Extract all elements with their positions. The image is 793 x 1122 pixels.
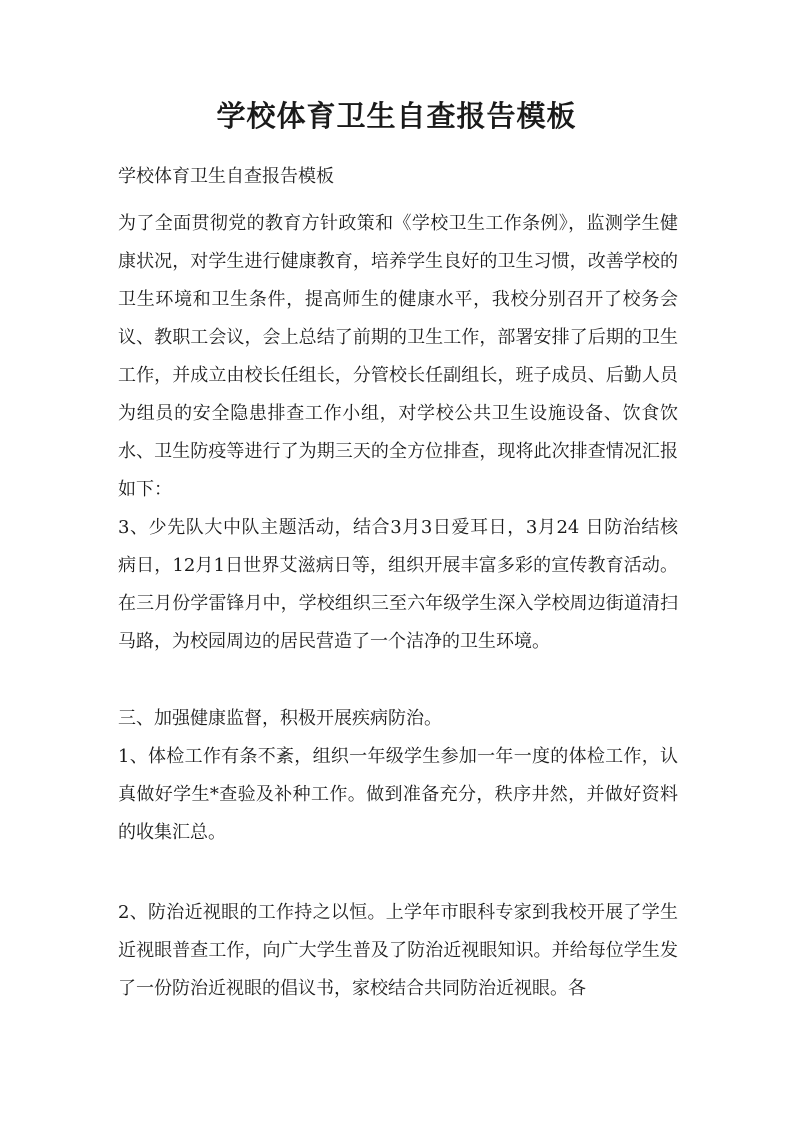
intro-paragraph: 为了全面贯彻党的教育方针政策和《学校卫生工作条例》，监测学生健康状况，对学生进行健康教育，培养学生良好的卫生习惯，改善学校的卫生环境和卫生条件，提高师生的健康水平，我校分别召开了校务会议、教职工会议，会上总结了前期的卫生工作，部署安排了后期的卫生工作，并成立由校长任组长，分管校长任副组长，班子成员、后勤人员为组员的安全隐患排查工作小组，对学校公共卫生设施设备、饮食饮水、卫生防疫等进行了为期三天的全方位排查，现将此次排查情况汇报如下： <box>118 213 678 500</box>
activity-paragraph: 3、少先队大中队主题活动，结合3月3日爱耳日，3月24 日防治结核病日，12月1日世界艾滋病日等，组织开展丰富多彩的宣传教育活动。在三月份学雷锋月中，学校组织三至六年级学生深入学校周边街道清扫马路，为校园周边的居民营造了一个洁净的卫生环境。 <box>118 517 678 652</box>
section-heading: 三、加强健康监督，积极开展疾病防治。 <box>118 708 442 729</box>
myopia-paragraph: 2、防治近视眼的工作持之以恒。上学年市眼科专家到我校开展了学生近视眼普查工作，向广大学生普及了防治近视眼知识。并给每位学生发了一份防治近视眼的倡议书，家校结合共同防治近视眼。各 <box>118 902 678 999</box>
document-title: 学校体育卫生自查报告模板 <box>216 99 577 133</box>
document-subtitle: 学校体育卫生自查报告模板 <box>118 166 334 187</box>
checkup-paragraph: 1、体检工作有条不紊，组织一年级学生参加一年一度的体检工作，认真做好学生*查验及补种工作。做到准备充分，秩序井然，并做好资料的收集汇总。 <box>118 746 678 843</box>
